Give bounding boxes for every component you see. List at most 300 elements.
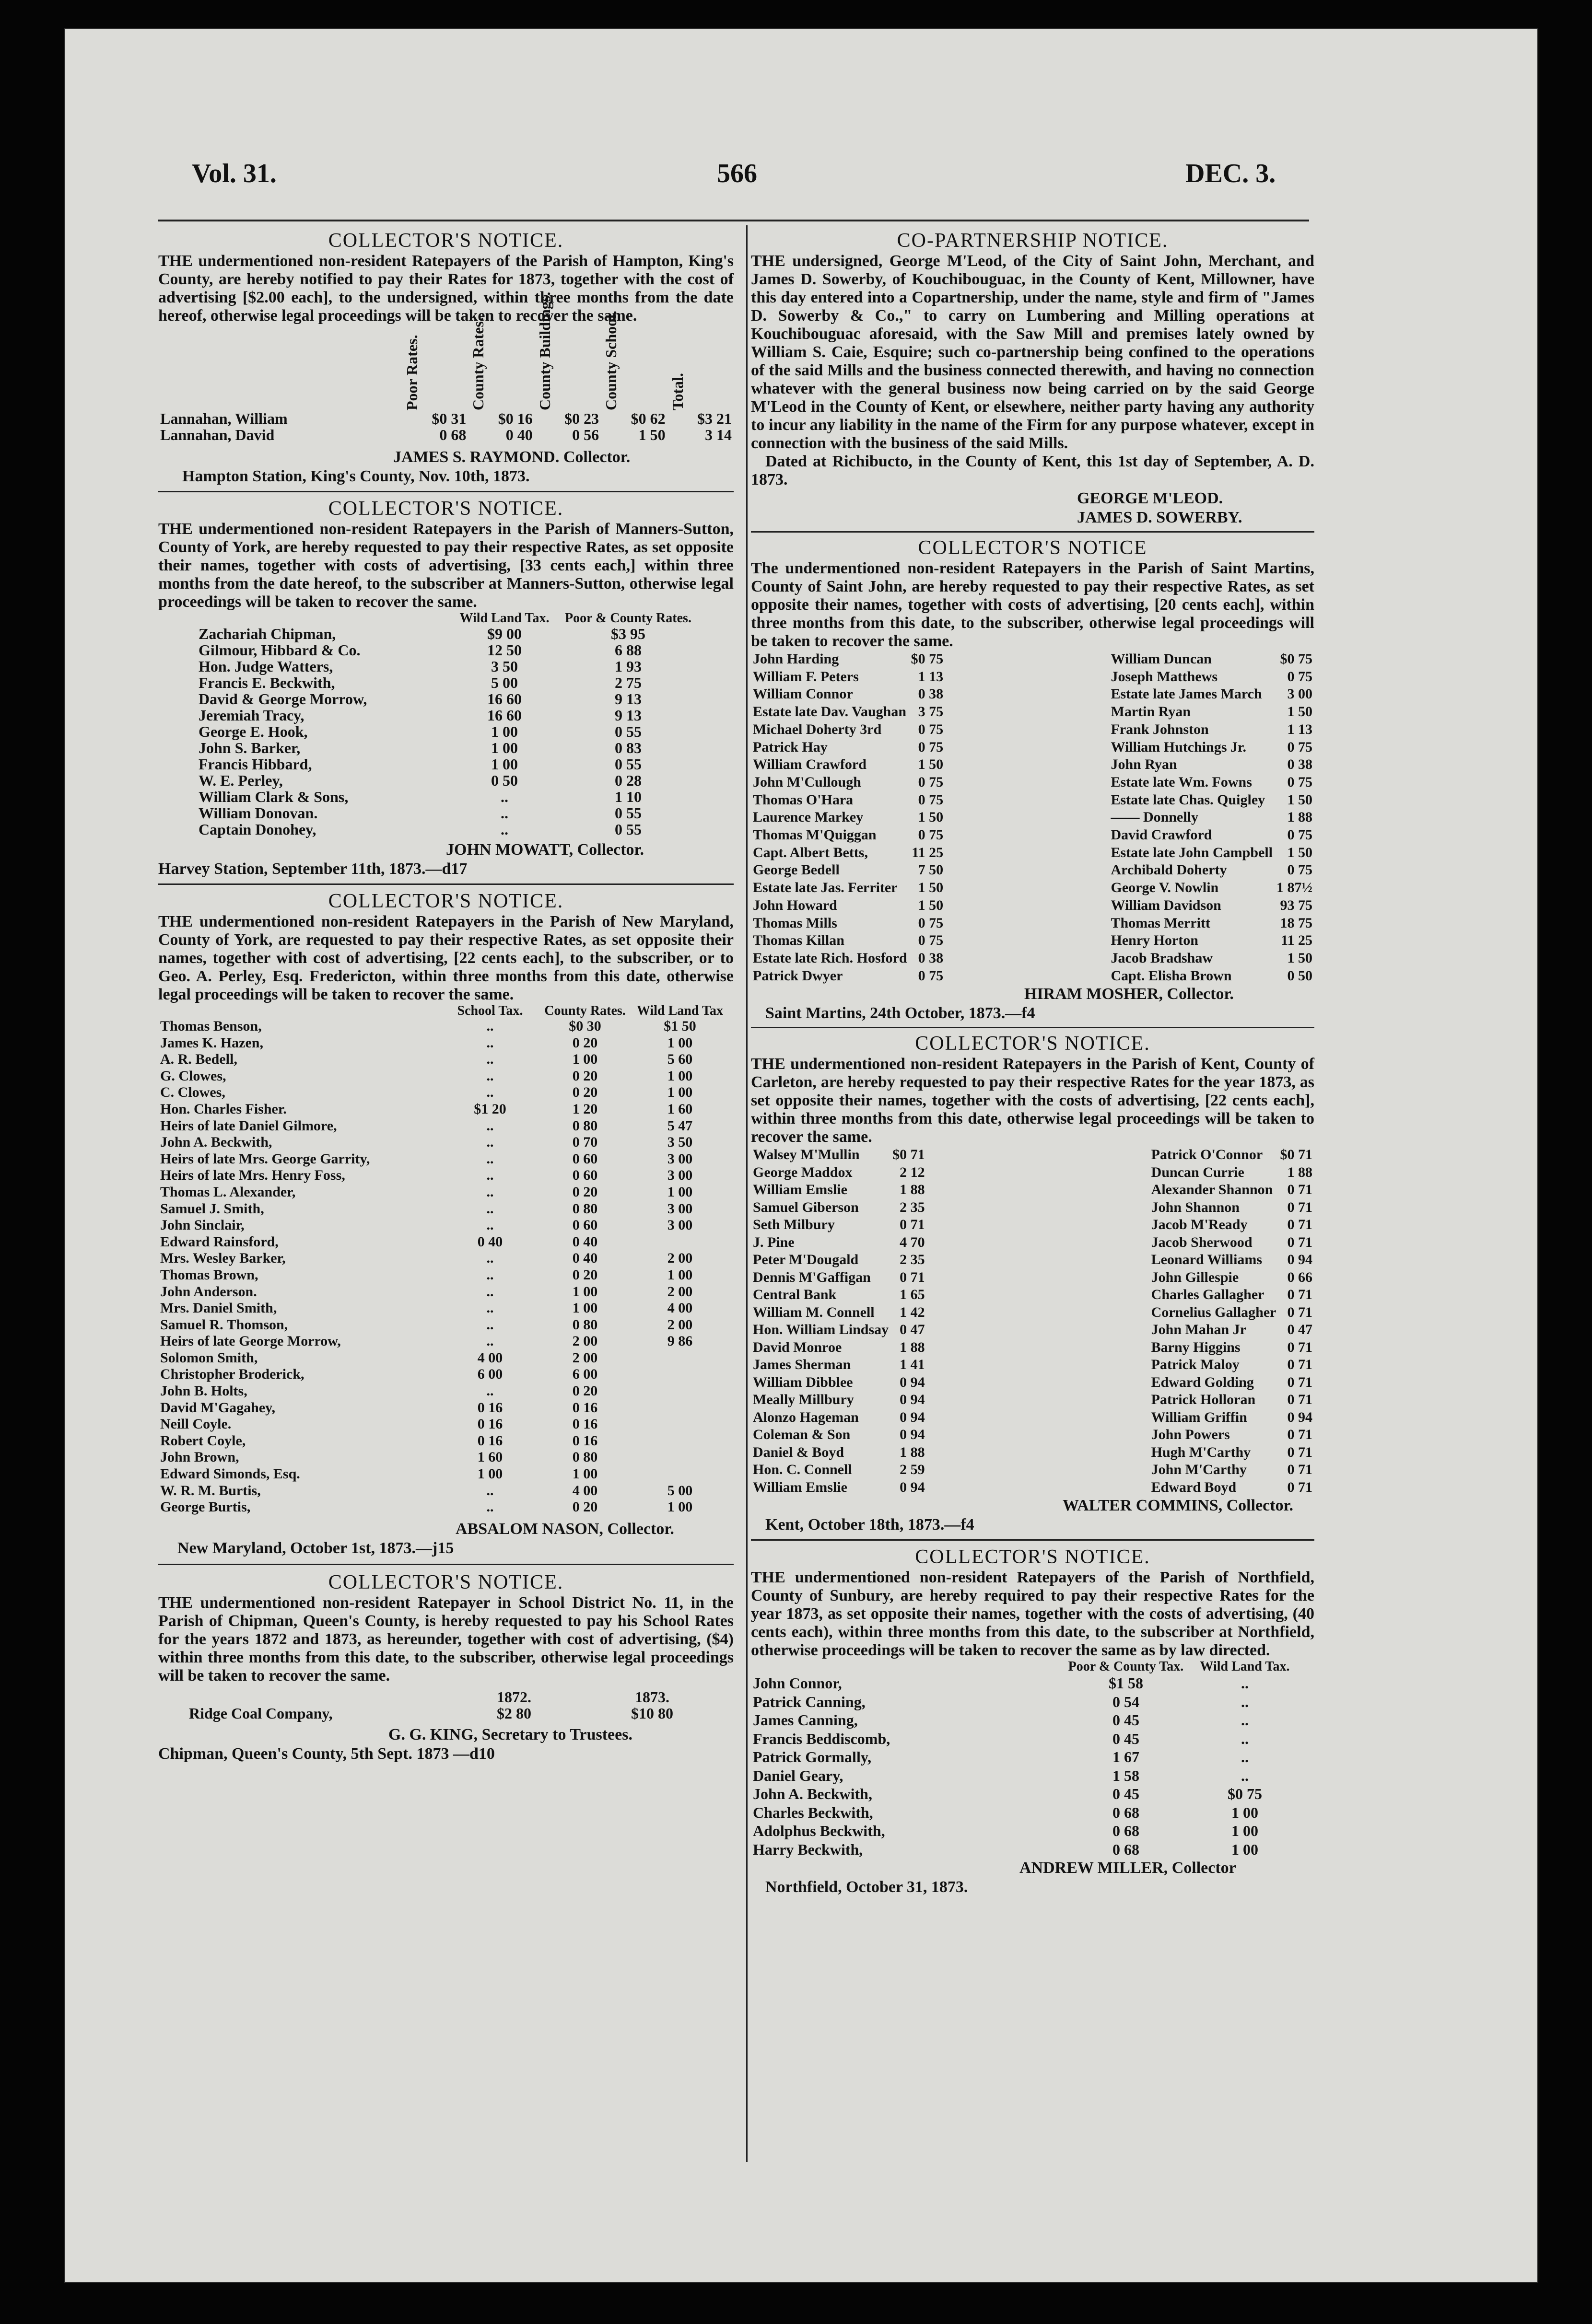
ratepayer-name: Solomon Smith,: [160, 1349, 258, 1366]
ratepayer-name: Edward Simonds, Esq.: [160, 1466, 300, 1482]
table-row: [197, 740, 697, 756]
rate-value: 1 50: [1287, 791, 1312, 808]
column-header: County Buildings.: [536, 291, 553, 410]
ratepayer-name: William Hutchings Jr.: [1111, 739, 1247, 755]
rate-value: ..: [486, 1250, 494, 1267]
ratepayer-name: John Howard: [753, 897, 837, 913]
column-divider: [746, 225, 748, 2162]
table-row: [158, 1184, 725, 1201]
rate-value: 0 83: [615, 739, 642, 756]
ratepayer-name: James Canning,: [753, 1711, 858, 1729]
rate-value: 0 40: [572, 1233, 598, 1250]
rates-table: [158, 1004, 725, 1516]
rate-value: $9 00: [487, 625, 522, 642]
table-row: [751, 844, 945, 862]
rate-value: 0 71: [1287, 1462, 1312, 1478]
ratepayer-name: Francis Beddiscomb,: [753, 1730, 890, 1747]
rate-value: 3 00: [667, 1217, 693, 1233]
notice-manners-sutton: [158, 497, 734, 885]
rate-value: 0 94: [1287, 1252, 1312, 1268]
rate-value: 0 75: [918, 967, 944, 984]
rate-value: 0 71: [1287, 1287, 1312, 1303]
rate-value: 0 71: [1287, 1444, 1312, 1460]
rate-value: 6 00: [477, 1366, 503, 1383]
notice-body: THE undermentioned non-resident Ratepayers of the Parish of Hampton, King's County, are hereby notified to pay their Rates for 1873, together with the cost of advertising [$2.00 each], to the undersigned, within three months from the date hereof, otherwise legal proceedings will be taken to recover the same.: [158, 252, 734, 325]
table-row: [1149, 1269, 1314, 1287]
ratepayer-name: Patrick Dwyer: [753, 967, 843, 984]
ratepayer-name: Barny Higgins: [1151, 1339, 1241, 1355]
table-row: [1149, 1479, 1314, 1497]
notice-co-partnership: [751, 229, 1314, 533]
table-row: [751, 897, 945, 915]
rate-value: ..: [486, 1267, 494, 1283]
ratepayer-name: Thomas Brown,: [160, 1267, 258, 1283]
rate-value: [635, 1234, 725, 1251]
rate-value: 1 50: [638, 426, 666, 443]
table-row: [751, 967, 945, 985]
ratepayer-name: Joseph Matthews: [1111, 668, 1217, 685]
rate-value: ..: [486, 1184, 494, 1200]
notice-northfield: [751, 1545, 1314, 1897]
table-row: [1149, 1409, 1314, 1427]
rate-value: 0 75: [918, 932, 944, 949]
table-row: [1149, 1461, 1314, 1479]
table-row: [1149, 1339, 1314, 1357]
rate-value: 1 00: [491, 739, 518, 756]
ratepayer-name: Archibald Doherty: [1111, 862, 1227, 878]
table-row: [751, 1803, 1299, 1822]
notice-separator: [158, 1564, 734, 1565]
notice-hampton: [158, 229, 734, 492]
rate-value: 0 40: [505, 426, 533, 443]
table-row: [751, 1321, 927, 1339]
rate-value: 3 50: [491, 658, 518, 675]
rate-value: ..: [486, 1150, 494, 1167]
rate-value: 0 55: [615, 723, 642, 740]
notice-separator: [158, 883, 734, 885]
notice-title: COLLECTOR'S NOTICE.: [915, 1546, 1150, 1569]
rate-value: 0 71: [1287, 1234, 1312, 1250]
ratepayer-name: Dennis M'Gaffigan: [753, 1269, 871, 1285]
rate-value: 0 38: [1287, 756, 1312, 773]
rate-value: 1 50: [918, 880, 944, 896]
rate-value: ..: [486, 1167, 494, 1184]
ratepayer-name: James Sherman: [753, 1357, 851, 1373]
rate-value: ..: [1241, 1693, 1249, 1710]
rate-value: 0 66: [1287, 1269, 1312, 1285]
ratepayer-name: Hon. Judge Watters,: [199, 658, 333, 675]
rate-value: ..: [1241, 1730, 1249, 1747]
ratepayer-name: Lannahan, David: [160, 426, 275, 443]
column-header: School Tax.: [457, 1003, 523, 1018]
rate-value: ..: [486, 1316, 494, 1333]
rate-value: 1 42: [900, 1304, 925, 1320]
rate-value: 0 75: [1287, 774, 1312, 790]
rate-value: 9 13: [615, 690, 642, 708]
table-row: [197, 772, 697, 789]
ratepayer-name: David Monroe: [753, 1339, 842, 1355]
rate-value: 0 75: [918, 915, 944, 931]
rate-value: 16 60: [487, 690, 522, 708]
table-row: [158, 1466, 725, 1483]
table-row: [1109, 861, 1315, 879]
table-row: [1109, 668, 1315, 686]
table-row: [1109, 826, 1315, 844]
table-row: [1149, 1199, 1314, 1217]
ratepayer-name: Thomas M'Quiggan: [753, 827, 877, 843]
rate-value: [635, 1366, 725, 1383]
ratepayer-name: Estate late Dav. Vaughan: [753, 704, 907, 720]
rate-value: 1 88: [1287, 1164, 1312, 1180]
ratepayer-name: Adolphus Beckwith,: [753, 1822, 885, 1840]
table-row: [751, 879, 945, 897]
table-row: [1109, 721, 1315, 739]
ratepayer-name: William Donovan.: [199, 804, 318, 822]
table-row: [1109, 879, 1315, 897]
ratepayer-name: Thomas O'Hara: [753, 791, 854, 808]
table-row: [751, 703, 945, 721]
rate-value: 0 75: [918, 721, 944, 737]
rate-value: 16 60: [487, 707, 522, 724]
rate-value: 0 68: [439, 426, 467, 443]
table-row: [751, 1693, 1299, 1711]
rate-value: 0 94: [900, 1409, 925, 1425]
rate-value: 0 38: [918, 950, 944, 966]
ratepayer-name: Samuel R. Thomson,: [160, 1316, 288, 1333]
rate-value: [635, 1433, 725, 1450]
rate-value: ..: [486, 1283, 494, 1300]
rate-value: 0 50: [1287, 967, 1312, 984]
rate-value: 5 00: [491, 674, 518, 691]
rate-value: [635, 1400, 725, 1417]
table-row: [751, 1251, 927, 1269]
table-row: [197, 756, 697, 772]
dateline: Chipman, Queen's County, 5th Sept. 1873 —d10: [158, 1744, 495, 1763]
ratepayer-name: Heirs of late Mrs. George Garrity,: [160, 1150, 370, 1167]
rate-value: 0 20: [572, 1184, 598, 1200]
ratepayer-name: Jacob Bradshaw: [1111, 950, 1213, 966]
table-row: [158, 1300, 725, 1317]
table-row: [197, 626, 697, 642]
rate-value: $10 80: [631, 1704, 673, 1722]
ratepayer-name: John Mahan Jr: [1151, 1322, 1247, 1338]
rate-value: 0 47: [900, 1322, 925, 1338]
ratepayer-name: William F. Peters: [753, 668, 859, 685]
rates-lists: [751, 651, 1314, 985]
table-row: [158, 1366, 725, 1383]
ratepayer-name: Edward Golding: [1151, 1374, 1254, 1390]
rate-value: 1 88: [1287, 809, 1312, 825]
rate-value: 0 75: [1287, 862, 1312, 878]
table-row: [751, 861, 945, 879]
table-row: [751, 1444, 927, 1462]
ratepayer-name: J. Pine: [753, 1234, 795, 1250]
table-row: [158, 1250, 725, 1267]
rate-value: 0 71: [1287, 1479, 1312, 1495]
ratepayer-name: Estate late Chas. Quigley: [1111, 791, 1265, 808]
rate-value: 1 00: [667, 1184, 693, 1200]
table-row: [1109, 651, 1315, 668]
ratepayer-name: Hon. C. Connell: [753, 1462, 852, 1478]
table-row: [158, 1084, 725, 1101]
table-row: [751, 1199, 927, 1217]
rate-value: 0 68: [1112, 1840, 1139, 1858]
rate-value: ..: [486, 1134, 494, 1150]
dateline: Saint Martins, 24th October, 1873.—f4: [765, 1004, 1035, 1023]
table-row: [1109, 703, 1315, 721]
ratepayer-name: Lannahan, William: [160, 410, 288, 427]
rate-value: 0 71: [1287, 1199, 1312, 1215]
rate-value: 1 00: [572, 1466, 598, 1482]
rate-value: [635, 1449, 725, 1466]
rate-value: 1 67: [1112, 1748, 1139, 1766]
rate-value: 4 00: [572, 1482, 598, 1499]
table-row: [751, 756, 945, 774]
table-row: [158, 1151, 725, 1168]
rates-table-left: [751, 651, 945, 985]
table-row: [1109, 967, 1315, 985]
rate-value: ..: [486, 1200, 494, 1217]
ratepayer-name: Thomas Merritt: [1111, 915, 1210, 931]
notice-chipman: [158, 1571, 734, 1764]
rate-value: 5 47: [667, 1117, 693, 1134]
ratepayer-name: David & George Morrow,: [199, 690, 367, 708]
rate-value: 0 71: [1287, 1392, 1312, 1408]
rate-value: 0 45: [1112, 1711, 1139, 1729]
table-row: [158, 1350, 725, 1367]
table-row: [158, 1416, 725, 1433]
rate-value: [635, 1416, 725, 1433]
ratepayer-name: Patrick Maloy: [1151, 1357, 1240, 1373]
ratepayer-name: Christopher Broderick,: [160, 1366, 304, 1383]
ratepayer-name: George E. Hook,: [199, 723, 308, 740]
table-row: [1109, 686, 1315, 703]
table-row: [751, 1304, 927, 1322]
ratepayer-name: Thomas Benson,: [160, 1018, 262, 1034]
rate-value: 0 55: [615, 821, 642, 838]
table-row: [158, 1018, 725, 1035]
table-row: [197, 805, 697, 821]
ratepayer-name: Leonard Williams: [1151, 1252, 1263, 1268]
ratepayer-name: Jacob Sherwood: [1151, 1234, 1253, 1250]
ratepayer-name: William Duncan: [1111, 651, 1212, 667]
rate-value: $3 21: [697, 410, 732, 427]
rate-value: 0 71: [900, 1217, 925, 1233]
ratepayer-name: Charles Beckwith,: [753, 1803, 873, 1821]
rates-table: [197, 611, 697, 837]
rate-value: 6 88: [615, 641, 642, 659]
rate-value: 1 60: [667, 1101, 693, 1117]
ratepayer-name: Francis E. Beckwith,: [199, 674, 335, 691]
rate-value: 0 71: [1287, 1357, 1312, 1373]
column-header: County School.: [602, 310, 620, 410]
table-row: [197, 707, 697, 723]
signature: GEORGE M'LEOD.: [1077, 489, 1223, 507]
rate-value: ..: [501, 821, 508, 838]
table-row: [158, 1234, 725, 1251]
rate-value: ..: [486, 1300, 494, 1316]
table-row: [1149, 1444, 1314, 1462]
rate-value: 0 20: [572, 1499, 598, 1515]
rate-value: 6 00: [572, 1366, 598, 1383]
table-row: [751, 809, 945, 826]
rate-value: 9 13: [615, 707, 642, 724]
rate-value: $0 71: [892, 1147, 925, 1163]
rate-value: 2 35: [900, 1199, 925, 1215]
collector-signature: ANDREW MILLER, Collector: [1019, 1859, 1236, 1877]
rate-value: ..: [486, 1051, 494, 1068]
dateline: New Maryland, October 1st, 1873.—j15: [177, 1539, 454, 1557]
notice-body: THE undersigned, George M'Leod, of the City of Saint John, Merchant, and James D. Sowerby, of Kouchibouguac, in the County of Kent, Millowner, have this day entered into a Copartnership, under the name, style and firm of "James D. Sowerby & Co.," to carry on Lumbering and Milling operations at Kouchibouguac aforesaid, with the Saw Mill and premises lately owned by William S. Caie, Esquire; such co-partnership being confined to the operations of the said Mills and the business connected therewith, and having no connection whatever with the general business now being carried on by the said George M'Leod in the County of Kent, or elsewhere, neither party having any authority to incur any liability in the name of the Firm for any purpose whatever, except in connection with the business of the said Mills.: [751, 252, 1314, 452]
ratepayer-name: Laurence Markey: [753, 809, 864, 825]
table-row: [158, 1333, 725, 1350]
notice-separator: [751, 1027, 1314, 1028]
table-row: [158, 1499, 725, 1516]
ratepayer-name: Central Bank: [753, 1287, 837, 1303]
ratepayer-name: Thomas Mills: [753, 915, 837, 931]
rate-value: $0 75: [911, 651, 944, 667]
rates-table-right: [1149, 1146, 1314, 1496]
notice-dated: Dated at Richibucto, in the County of Kent, this 1st day of September, A. D. 1873.: [751, 453, 1314, 488]
column-header: Poor Rates.: [403, 335, 421, 410]
ratepayer-name: Alonzo Hageman: [753, 1409, 859, 1425]
ratepayer-name: John Powers: [1151, 1427, 1230, 1443]
ratepayer-name: George Maddox: [753, 1164, 853, 1180]
rate-value: $0 62: [631, 410, 666, 427]
notice-title: COLLECTOR'S NOTICE: [918, 537, 1147, 559]
notice-body: THE undermentioned non-resident Ratepayer in School District No. 11, in the Parish of Chipman, Queen's County, is hereby requested to pay his School Rates for the years 1872 and 1873, as hereunder, together with cost of advertising, ($4) within three months from this date, to the subscriber, otherwise legal proceedings will be taken to recover the same.: [158, 1593, 734, 1685]
table-row: [158, 1449, 725, 1466]
ratepayer-name: John Ryan: [1111, 756, 1177, 773]
table-row: [158, 1118, 725, 1135]
notice-body: THE undermentioned non-resident Ratepayers of the Parish of Northfield, County of Sunbury, are hereby required to pay their respective Rates for the year 1873, as set opposite their names, together with the costs of advertising, (40 cents each), within three months from this date, to the subscriber at Northfield, otherwise proceedings will be taken to recover the same as by law directed.: [751, 1569, 1314, 1660]
ratepayer-name: William Clark & Sons,: [199, 788, 349, 805]
rate-value: 0 45: [1112, 1730, 1139, 1747]
rate-value: 1 00: [1231, 1822, 1258, 1840]
rate-value: 2 59: [900, 1462, 925, 1478]
rate-value: 1 00: [572, 1051, 598, 1068]
ratepayer-name: Heirs of late Daniel Gilmore,: [160, 1117, 337, 1134]
ratepayer-name: Mrs. Wesley Barker,: [160, 1250, 286, 1267]
ratepayer-name: G. Clowes,: [160, 1068, 226, 1084]
ratepayer-name: Martin Ryan: [1111, 704, 1191, 720]
table-row: [1149, 1374, 1314, 1392]
table-row: [1109, 844, 1315, 862]
header-rule: [158, 220, 1309, 221]
table-row: [751, 826, 945, 844]
table-row: [751, 1216, 927, 1234]
rate-value: 0 20: [572, 1267, 598, 1283]
ratepayer-name: George Bedell: [753, 862, 840, 878]
rate-value: 0 80: [572, 1316, 598, 1333]
ratepayer-name: William Emslie: [753, 1182, 847, 1198]
notice-separator: [751, 531, 1314, 533]
ratepayer-name: —— Donnelly: [1111, 809, 1199, 825]
rate-value: 0 68: [1112, 1803, 1139, 1821]
table-row: [1109, 932, 1315, 950]
table-row: [751, 950, 945, 967]
notice-body: THE undermentioned non-resident Ratepayers in the Parish of Manners-Sutton, County of York, are hereby requested to pay their respective Rates, as set opposite their names, together with costs of advertising, [33 cents each,] within three months from the date hereof, to the subscriber at Manners-Sutton, otherwise legal proceedings will be taken to recover the same.: [158, 520, 734, 611]
year-header: 1873.: [635, 1688, 669, 1706]
ratepayer-name: Henry Horton: [1111, 932, 1198, 949]
page-number: 566: [717, 159, 757, 188]
ratepayer-name: Estate late Rich. Hosford: [753, 950, 907, 966]
issue-date: DEC. 3.: [1185, 159, 1276, 188]
rate-value: $0 16: [498, 410, 533, 427]
rate-value: 1 50: [918, 809, 944, 825]
rate-value: 0 56: [572, 426, 599, 443]
ratepayer-name: A. R. Bedell,: [160, 1051, 237, 1068]
ratepayer-name: John Gillespie: [1151, 1269, 1239, 1285]
rate-value: 0 20: [572, 1034, 598, 1051]
column-header: Poor & County Rates.: [565, 611, 691, 626]
table-row: [751, 1479, 927, 1497]
rates-table: [158, 291, 734, 443]
rate-value: [635, 1466, 725, 1483]
table-row: [751, 1409, 927, 1427]
ratepayer-name: John Brown,: [160, 1449, 239, 1465]
rate-value: 1 00: [667, 1267, 693, 1283]
table-row: [158, 1134, 725, 1151]
ratepayer-name: W. R. M. Burtis,: [160, 1482, 261, 1499]
rate-value: 0 20: [572, 1383, 598, 1399]
rate-value: 0 71: [1287, 1374, 1312, 1390]
table-row: [158, 1051, 725, 1068]
volume-label: Vol. 31.: [192, 159, 277, 188]
rate-value: 0 94: [900, 1479, 925, 1495]
notice-saint-martins: [751, 536, 1314, 1028]
rate-value: $0 31: [432, 410, 467, 427]
rate-value: 3 50: [667, 1134, 693, 1150]
rate-value: 0 55: [615, 755, 642, 773]
rate-value: $3 95: [611, 625, 645, 642]
ratepayer-name: Estate late Wm. Fowns: [1111, 774, 1252, 790]
column-header: Total.: [668, 373, 686, 410]
table-row: [751, 686, 945, 703]
rate-value: 0 71: [900, 1269, 925, 1285]
rate-value: ..: [486, 1217, 494, 1233]
rate-value: 0 55: [615, 804, 642, 822]
ratepayer-name: George Burtis,: [160, 1499, 251, 1515]
rate-value: 1 50: [1287, 704, 1312, 720]
ratepayer-name: Daniel Geary,: [753, 1766, 843, 1784]
ratepayer-name: Seth Milbury: [753, 1217, 835, 1233]
ratepayer-name: Estate late Jas. Ferriter: [753, 880, 898, 896]
collector-signature: HIRAM MOSHER, Collector.: [1024, 985, 1234, 1003]
rate-value: 0 80: [572, 1449, 598, 1465]
ratepayer-name: Edward Boyd: [1151, 1479, 1237, 1495]
table-row: [1109, 915, 1315, 932]
rate-value: 0 71: [1287, 1217, 1312, 1233]
table-row: [197, 658, 697, 674]
rate-value: 0 75: [918, 791, 944, 808]
table-row: [751, 721, 945, 739]
year-header: 1872.: [497, 1688, 531, 1706]
rate-value: 11 25: [1281, 932, 1312, 949]
rate-value: $0 75: [1280, 651, 1312, 667]
ratepayer-name: Coleman & Son: [753, 1427, 851, 1443]
table-row: [158, 1433, 725, 1450]
rate-value: 0 16: [477, 1416, 503, 1432]
collector-signature: JAMES S. RAYMOND. Collector.: [393, 448, 631, 466]
ratepayer-name: William Griffin: [1151, 1409, 1247, 1425]
rate-value: ..: [486, 1499, 494, 1515]
ratepayer-name: W. E. Perley,: [199, 772, 283, 789]
table-row: [1149, 1426, 1314, 1444]
rate-value: 0 71: [1287, 1304, 1312, 1320]
ratepayer-name: Patrick Hay: [753, 739, 828, 755]
table-row: [1109, 809, 1315, 826]
